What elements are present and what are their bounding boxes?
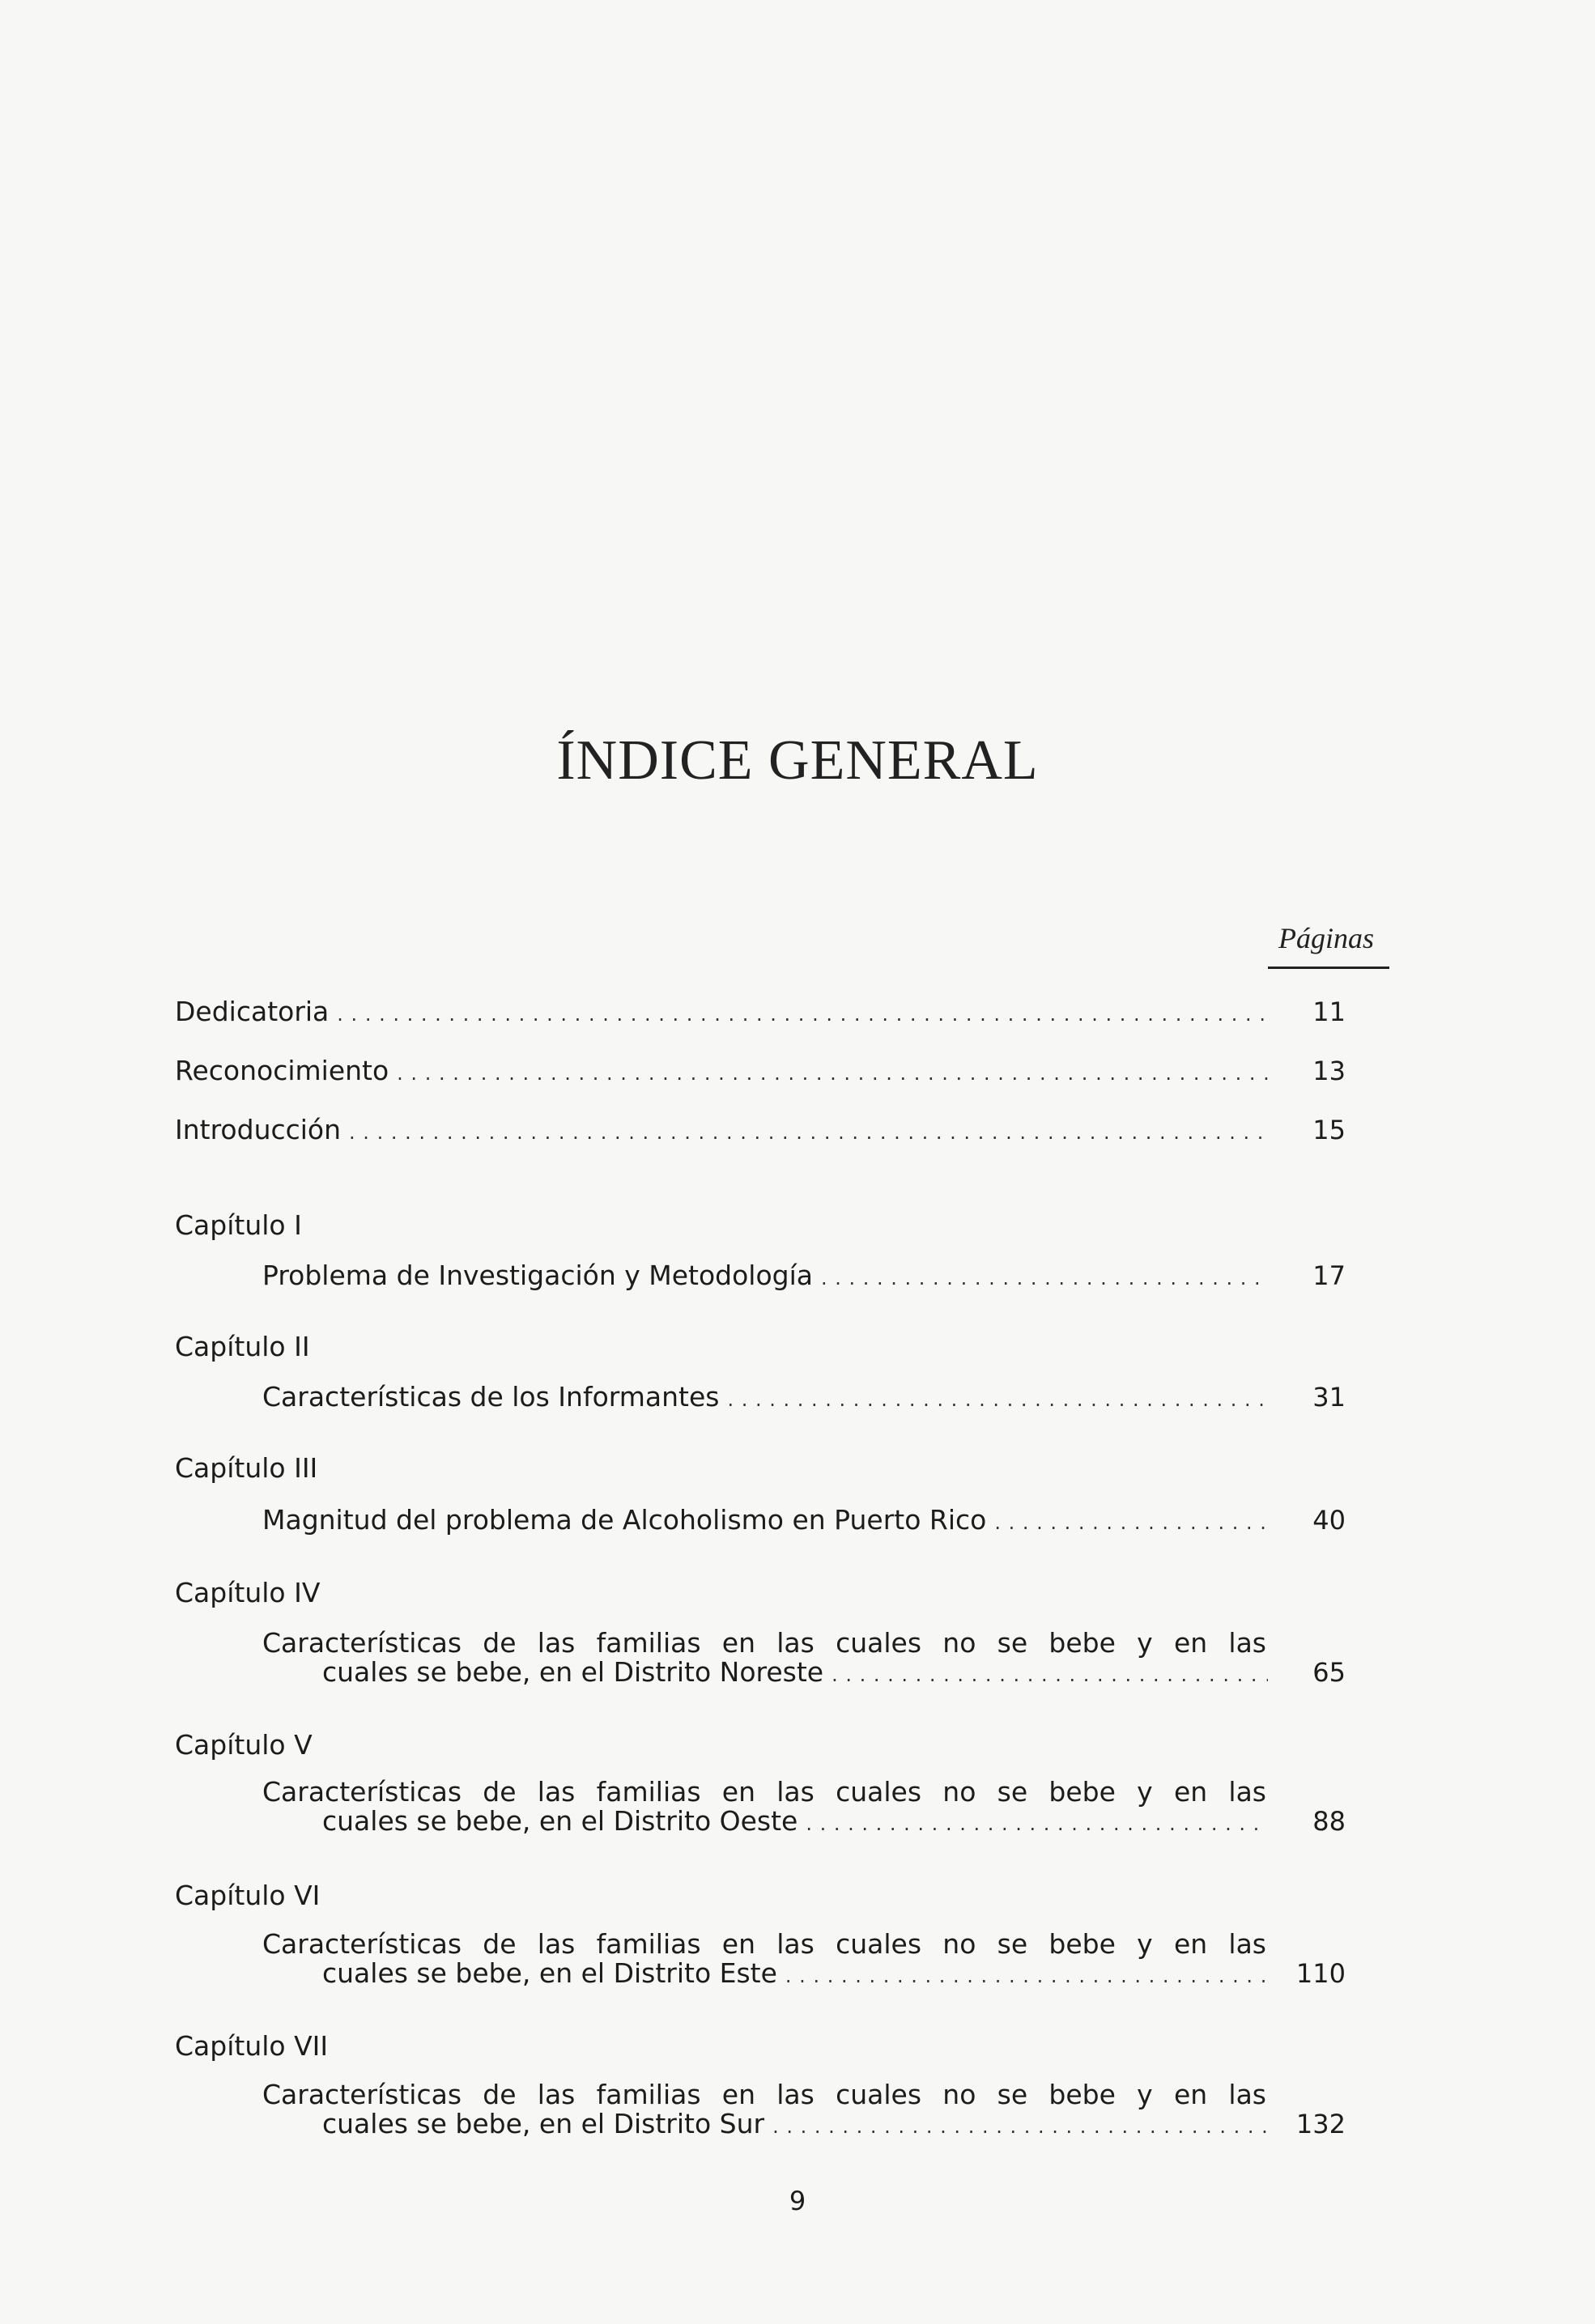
paginas-heading: Páginas (1278, 922, 1374, 954)
toc-entry-reconocimiento (175, 1056, 1268, 1088)
toc-entry-label: Problema de Investigación y Metodología (262, 1260, 813, 1291)
chapter-label: Capítulo VII (175, 2030, 329, 2062)
toc-entry-dedicatoria (175, 997, 1268, 1029)
toc-entry-chapter-5 (322, 1807, 1268, 1838)
toc-entry-label: Introducción (175, 1114, 342, 1145)
toc-entry-page: 40 (1312, 1505, 1346, 1536)
toc-entry-title-line: Características de las familias en las cuales no se bebe y en las (262, 2079, 1266, 2110)
toc-entry-title-line: Características de las familias en las cuales no se bebe y en las (262, 1776, 1266, 1808)
toc-entry-label: Magnitud del problema de Alcoholismo en Puerto Rico (262, 1504, 987, 1536)
dot-leader (727, 1385, 1268, 1414)
toc-entry-chapter-3 (262, 1506, 1268, 1537)
chapter-label: Capítulo V (175, 1729, 313, 1761)
toc-entry-page: 15 (1312, 1115, 1346, 1145)
toc-entry-label: cuales se bebe, en el Distrito Este (322, 1957, 777, 1989)
toc-entry-page: 132 (1295, 2109, 1346, 2139)
toc-entry-label: cuales se bebe, en el Distrito Noreste (322, 1656, 824, 1688)
dot-leader (397, 1059, 1268, 1088)
paginas-underline (1268, 967, 1389, 969)
page-number: 9 (789, 2186, 806, 2216)
dot-leader (832, 1660, 1268, 1689)
toc-entry-label: Dedicatoria (175, 996, 330, 1027)
toc-entry-label: Reconocimiento (175, 1055, 389, 1086)
toc-entry-chapter-1 (262, 1261, 1268, 1293)
chapter-label: Capítulo IV (175, 1577, 321, 1608)
toc-entry-label: cuales se bebe, en el Distrito Oeste (322, 1805, 798, 1837)
chapter-label: Capítulo I (175, 1209, 302, 1241)
chapter-label: Capítulo II (175, 1331, 310, 1362)
toc-entry-page: 17 (1312, 1260, 1346, 1291)
dot-leader (337, 1000, 1268, 1029)
chapter-label: Capítulo III (175, 1452, 318, 1484)
dot-leader (349, 1118, 1268, 1147)
dot-leader (821, 1264, 1268, 1293)
toc-entry-page: 65 (1312, 1657, 1346, 1688)
toc-entry-page: 11 (1312, 996, 1346, 1027)
dot-leader (785, 1961, 1268, 1990)
toc-entry-page: 13 (1312, 1056, 1346, 1086)
toc-entry-chapter-6 (322, 1959, 1268, 1990)
toc-entry-label: Características de los Informantes (262, 1381, 720, 1413)
page-title: ÍNDICE GENERAL (556, 729, 1039, 792)
toc-entry-page: 88 (1312, 1806, 1346, 1837)
dot-leader (772, 2112, 1268, 2141)
toc-entry-chapter-2 (262, 1383, 1268, 1414)
toc-entry-page: 31 (1312, 1382, 1346, 1413)
toc-entry-title-line: Características de las familias en las cuales no se bebe y en las (262, 1627, 1266, 1659)
toc-entry-chapter-4 (322, 1658, 1268, 1689)
dot-leader (994, 1508, 1268, 1537)
dot-leader (806, 1809, 1268, 1838)
toc-entry-page: 110 (1295, 1958, 1346, 1989)
toc-entry-introduccion (175, 1115, 1268, 1147)
toc-entry-chapter-7 (322, 2109, 1268, 2141)
chapter-label: Capítulo VI (175, 1880, 321, 1911)
toc-entry-title-line: Características de las familias en las cuales no se bebe y en las (262, 1928, 1266, 1960)
toc-entry-label: cuales se bebe, en el Distrito Sur (322, 2108, 765, 2139)
